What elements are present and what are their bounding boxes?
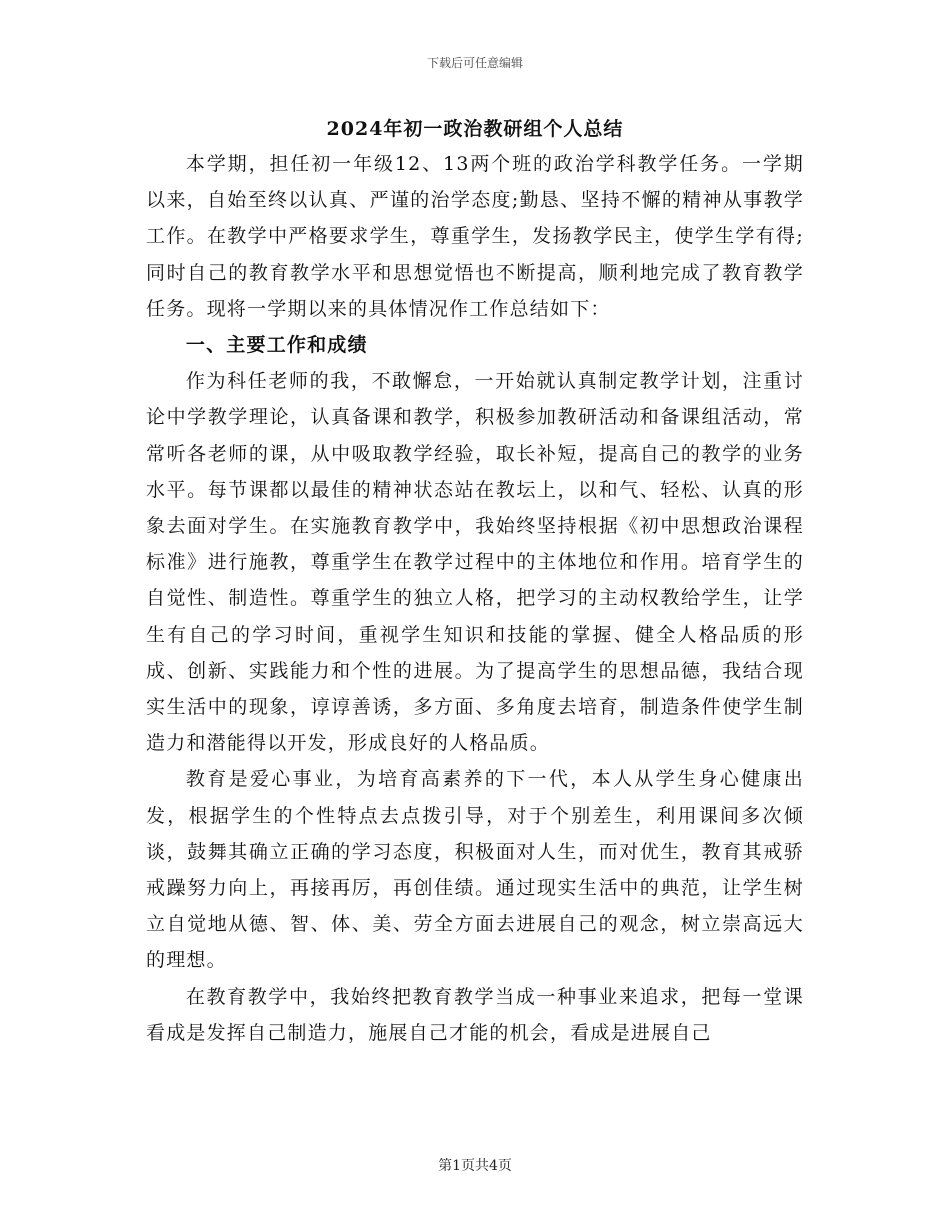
intro-paragraph: 本学期，担任初一年级12、13两个班的政治学科教学任务。一学期以来，自始至终以认真、严谨的治学态度;勤恳、坚持不懈的精神从事教学工作。在教学中严格要求学生，尊重学生，发扬教学民主，使学生学有得;同时自己的教育教学水平和思想觉悟也不断提高，顺利地完成了教育教学任务。现将一学期以来的具体情况作工作总结如下： — [146, 153, 804, 320]
body-paragraph-2: 教育是爱心事业，为培育高素养的下一代，本人从学生身心健康出发，根据学生的个性特点去点拨引导，对于个别差生，利用课间多次倾谈，鼓舞其确立正确的学习态度，积极面对人生，而对优生，教育其戒骄戒躁努力向上，再接再厉，再创佳绩。通过现实生活中的典范，让学生树立自觉地从德、智、体、美、劳全方面去进展自己的观念，树立崇高远大的理想。 — [146, 768, 804, 972]
page-footer: 第1页共4页 — [438, 1158, 512, 1174]
section-heading: 一、主要工作和成绩 — [185, 334, 368, 357]
body-paragraph-1: 作为科任老师的我，不敢懈怠，一开始就认真制定教学计划，注重讨论中学教学理论，认真备课和教学，积极参加教研活动和备课组活动，常常听各老师的课，从中吸取教学经验，取长补短，提高自己的教学的业务水平。每节课都以最佳的精神状态站在教坛上，以和气、轻松、认真的形象去面对学生。在实施教育教学中，我始终坚持根据《初中思想政治课程标准》进行施教，尊重学生在教学过程中的主体地位和作用。培育学生的自觉性、制造性。尊重学生的独立人格，把学习的主动权教给学生，让学生有自己的学习时间，重视学生知识和技能的掌握、健全人格品质的形成、创新、实践能力和个性的进展。为了提高学生的思想品德，我结合现实生活中的现象，谆谆善诱，多方面、多角度去培育，制造条件使学生制造力和潜能得以开发，形成良好的人格品质。 — [146, 370, 804, 755]
body-paragraph-3: 在教育教学中，我始终把教育教学当成一种事业来追求，把每一堂课看成是发挥自己制造力，施展自己才能的机会，看成是进展自己 — [146, 985, 804, 1044]
header-note: 下载后可任意编辑 — [426, 56, 523, 70]
document-body — [146, 146, 804, 1051]
document-title: 2024年初一政治教研组个人总结 — [326, 118, 624, 140]
